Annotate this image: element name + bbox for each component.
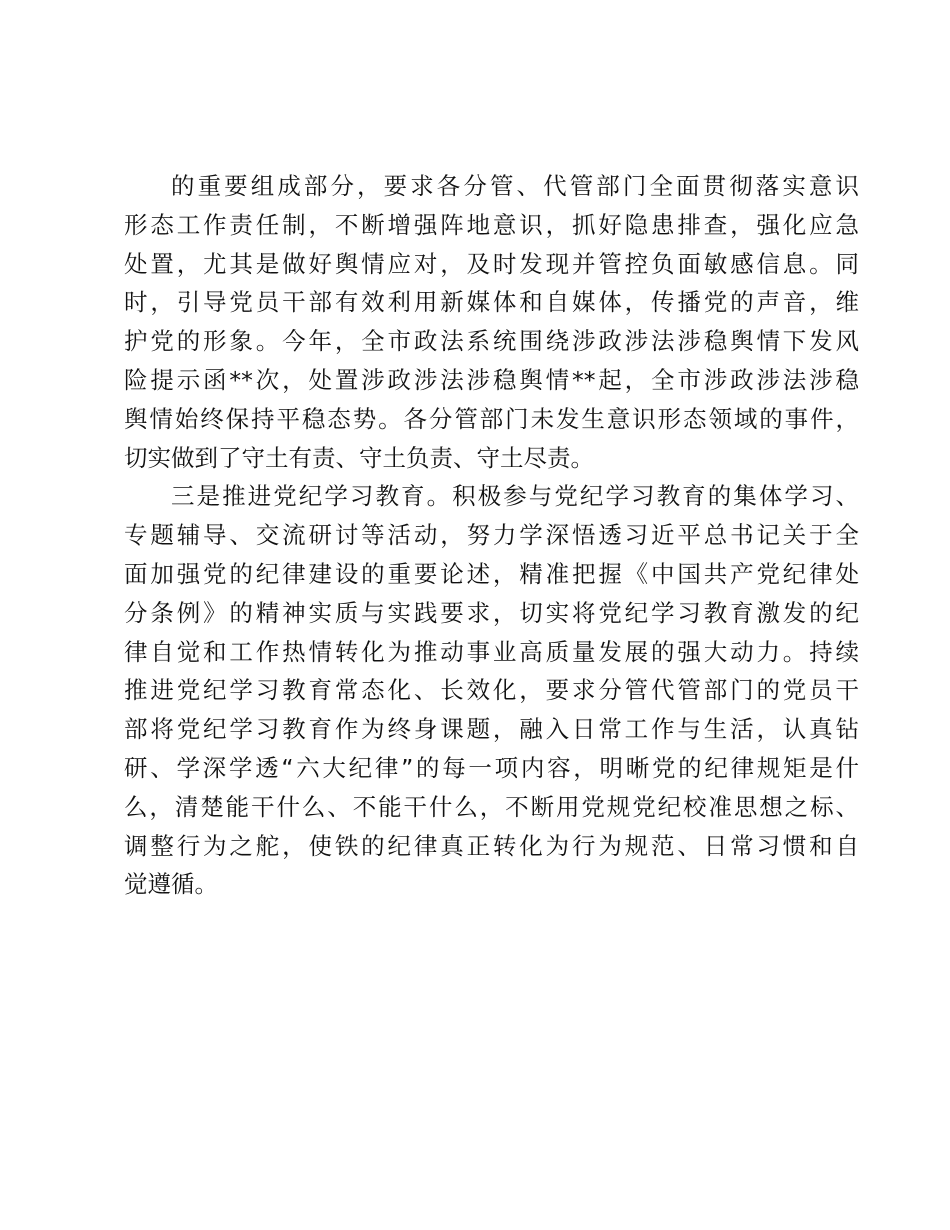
paragraph-line: 么，清楚能干什么、不能干什么，不断用党规党纪校准思想之标、 [124,792,859,821]
paragraph-line: 形态工作责任制，不断增强阵地意识，抓好隐患排查，强化应急 [124,210,859,239]
paragraph-line: 处置，尤其是做好舆情应对，及时发现并管控负面敏感信息。同 [124,249,859,278]
paragraph-ideology-work [124,167,859,477]
paragraph-line: 律自觉和工作热情转化为推动事业高质量发展的强大动力。持续 [124,637,859,666]
paragraph-line: 推进党纪学习教育常态化、长效化，要求分管代管部门的党员干 [124,676,859,705]
paragraph-line: 研、学深学透“六大纪律”的每一项内容，明晰党的纪律规矩是什 [124,753,859,782]
paragraph-line: 面加强党的纪律建设的重要论述，精准把握《中国共产党纪律处 [124,559,859,588]
paragraph-line: 三是推进党纪学习教育。积极参与党纪学习教育的集体学习、 [171,482,859,511]
body-text [124,167,859,904]
paragraph-line: 调整行为之舵，使铁的纪律真正转化为行为规范、日常习惯和自 [124,831,859,860]
paragraph-line: 的重要组成部分，要求各分管、代管部门全面贯彻落实意识 [171,172,859,200]
paragraph-line: 时，引导党员干部有效利用新媒体和自媒体，传播党的声音，维 [124,288,859,317]
paragraph-line: 部将党纪学习教育作为终身课题，融入日常工作与生活，认真钻 [124,715,859,744]
paragraph-line: 专题辅导、交流研讨等活动，努力学深悟透习近平总书记关于全 [124,521,859,550]
paragraph-line: 切实做到了守土有责、守土负责、守土尽责。 [124,443,594,472]
paragraph-line: 护党的形象。今年，全市政法系统围绕涉政涉法涉稳舆情下发风 [124,327,859,356]
paragraph-line: 分条例》的精神实质与实践要求，切实将党纪学习教育激发的纪 [124,598,859,627]
paragraph-line: 险提示函**次，处置涉政涉法涉稳舆情**起，全市涉政涉法涉稳 [124,365,859,394]
paragraph-line: 舆情始终保持平稳态势。各分管部门未发生意识形态领域的事件， [124,404,859,433]
paragraph-line: 觉遵循。 [124,870,218,899]
paragraph-party-discipline-education [124,477,859,904]
